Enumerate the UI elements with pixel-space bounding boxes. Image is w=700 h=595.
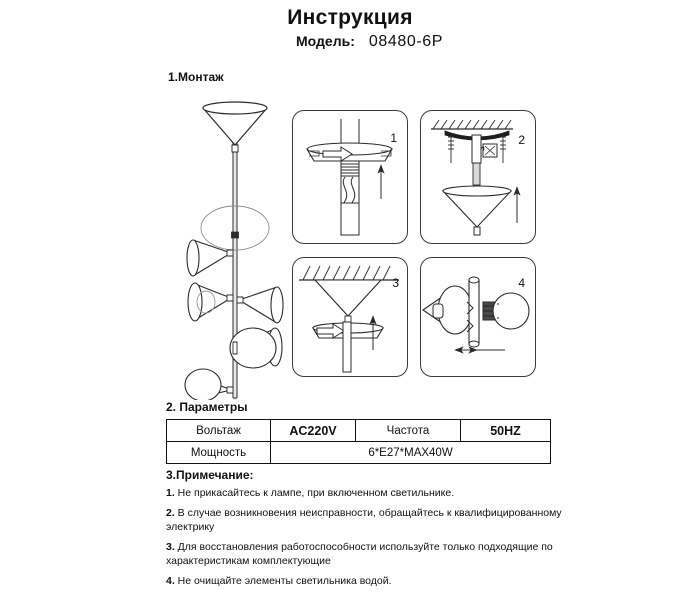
- diagram-panel-4: [420, 257, 536, 377]
- cell-voltage-label: Вольтаж: [167, 420, 271, 442]
- model-value: 08480-6P: [368, 33, 444, 50]
- panel-number-2: 2: [518, 133, 525, 147]
- note-item: [166, 541, 586, 554]
- cell-frequency-label: Частота: [356, 420, 461, 442]
- note-continuation: электрику: [166, 521, 215, 533]
- note-text: Для восстановления работоспособности используйте только подходящие по: [174, 541, 553, 553]
- diagram-panel-3: [292, 257, 408, 377]
- table-row: [167, 442, 551, 464]
- note-item: [166, 487, 586, 500]
- panel-number-1: 1: [390, 131, 397, 145]
- panel-number-4: 4: [518, 276, 525, 290]
- note-item: [166, 575, 586, 588]
- diagram-panel-2: [420, 110, 536, 244]
- product-illustration-shades-lower: [175, 280, 295, 405]
- note-text: Не очищайте элементы светильника водой.: [174, 575, 392, 587]
- cell-frequency-value: 50HZ: [461, 420, 551, 442]
- note-number: 4.: [166, 575, 175, 587]
- cell-voltage-value: AC220V: [271, 420, 356, 442]
- section-heading-notes: 3.Примечание:: [166, 468, 254, 482]
- panel-number-3: 3: [392, 276, 399, 290]
- section-heading-params: 2. Параметры: [166, 400, 248, 414]
- note-number: 1.: [166, 487, 175, 499]
- model-row: [296, 33, 443, 51]
- table-row: [167, 420, 551, 442]
- page-title: Инструкция: [287, 6, 413, 29]
- note-text: В случае возникновения неисправности, обращайтесь к квалифицированному: [174, 507, 562, 519]
- parameters-table: [166, 419, 551, 464]
- section-heading-assembly: 1.Монтаж: [168, 70, 224, 84]
- note-item: [166, 507, 586, 520]
- note-number: 2.: [166, 507, 175, 519]
- model-label: Модель:: [296, 33, 355, 49]
- note-text: Не прикасайтесь к лампе, при включенном светильнике.: [174, 487, 455, 499]
- notes-list: [166, 487, 586, 595]
- note-continuation: характеристикам комплектующие: [166, 555, 331, 567]
- cell-power-label: Мощность: [167, 442, 271, 464]
- cell-power-value: 6*E27*MAX40W: [271, 442, 551, 464]
- diagram-panel-1: [292, 110, 408, 244]
- note-number: 3.: [166, 541, 175, 553]
